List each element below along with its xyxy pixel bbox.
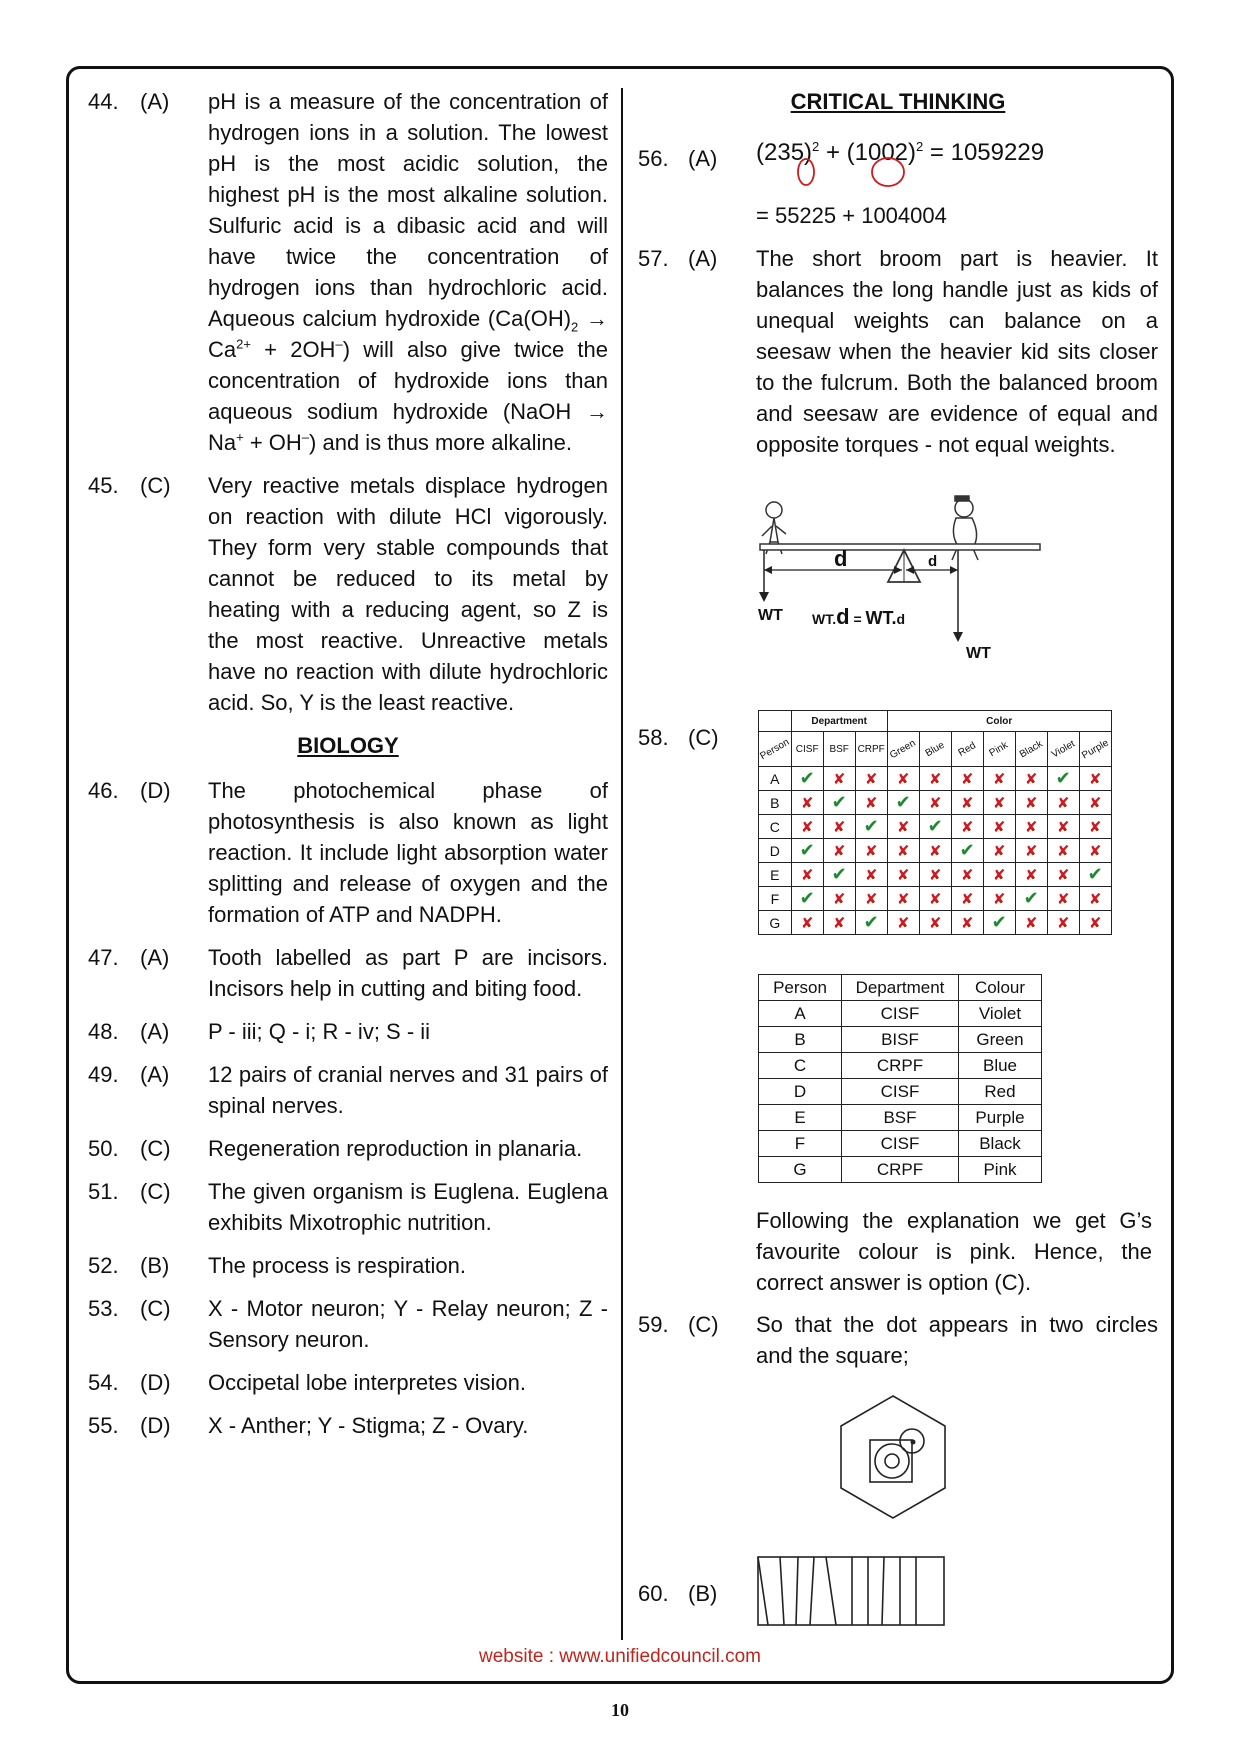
summary-cell: Black	[959, 1131, 1042, 1157]
grid-col-header: Green	[888, 737, 918, 761]
summary-cell: CISF	[842, 1001, 959, 1027]
left-column	[88, 86, 608, 1453]
summary-cell: Green	[959, 1027, 1042, 1053]
cross-icon: ✘	[823, 887, 855, 911]
cross-icon: ✘	[823, 767, 855, 791]
answer-49: 49. (A) 12 pairs of cranial nerves and 31 pairs of spinal nerves.	[88, 1062, 608, 1118]
cross-icon: ✘	[1015, 863, 1047, 887]
cross-icon: ✘	[1047, 887, 1079, 911]
tick-icon: ✔	[1079, 863, 1111, 887]
cross-icon: ✘	[983, 863, 1015, 887]
cross-icon: ✘	[855, 863, 887, 887]
summary-row	[759, 1079, 1042, 1105]
summary-cell: D	[759, 1079, 842, 1105]
summary-header-cell: Person	[759, 975, 842, 1001]
cross-icon: ✘	[1079, 887, 1111, 911]
summary-header-cell: Department	[842, 975, 959, 1001]
critical-thinking-heading: CRITICAL THINKING	[790, 89, 1006, 114]
cross-icon: ✘	[887, 911, 919, 935]
cross-icon: ✘	[919, 887, 951, 911]
cross-icon: ✘	[887, 767, 919, 791]
tick-icon: ✔	[1015, 887, 1047, 911]
answer-57: 57. (A) The short broom part is heavier. It balances the long handle just as kids of unequal weights can balance on a seesaw when the heavier kid sits closer to the fulcrum. Both the balanced broom and seesaw are evidence of equal and opposite torques - not equal weights.	[638, 246, 1158, 457]
tick-icon: ✔	[855, 911, 887, 935]
cross-icon: ✘	[1079, 839, 1111, 863]
cross-icon: ✘	[919, 791, 951, 815]
cross-icon: ✘	[951, 815, 983, 839]
summary-cell: Purple	[959, 1105, 1042, 1131]
grid-row	[759, 863, 1112, 887]
summary-header-cell: Colour	[959, 975, 1042, 1001]
cross-icon: ✘	[791, 815, 823, 839]
cross-icon: ✘	[951, 863, 983, 887]
summary-table	[758, 974, 1042, 1183]
answer-58: 58. (C)	[638, 725, 719, 750]
cross-icon: ✘	[1047, 911, 1079, 935]
cross-icon: ✘	[1079, 911, 1111, 935]
grid-person-cell: D	[759, 839, 792, 863]
answer-59: 59. (C) So that the dot appears in two circles and the square;	[638, 1312, 1158, 1368]
cross-icon: ✘	[887, 887, 919, 911]
circle-annotations	[790, 152, 930, 192]
summary-cell: BISF	[842, 1027, 959, 1053]
grid-group-department: Department	[791, 711, 887, 732]
grid-col-header: CISF	[795, 743, 819, 755]
grid-person-cell: A	[759, 767, 792, 791]
cross-icon: ✘	[951, 791, 983, 815]
cross-icon: ✘	[855, 839, 887, 863]
tick-icon: ✔	[823, 863, 855, 887]
cross-icon: ✘	[887, 839, 919, 863]
tick-icon: ✔	[855, 815, 887, 839]
cross-icon: ✘	[855, 887, 887, 911]
summary-cell: CISF	[842, 1079, 959, 1105]
grid-col-header: CRPF	[857, 743, 885, 755]
summary-row	[759, 1131, 1042, 1157]
answer-56-formula: $(235)^2 + (1002)^2 = 1059229$	[756, 139, 1045, 166]
grid-person-cell: F	[759, 887, 792, 911]
cross-icon: ✘	[983, 887, 1015, 911]
cross-icon: ✘	[823, 839, 855, 863]
cross-icon: ✘	[919, 767, 951, 791]
answer-44-text: pH is a measure of the concentration of hydrogen ions in a solution. The lowest pH is the most acidic solution, the highest pH is the most alkaline solution. Sulfuric acid is a dibasic acid and will have twice the concentration of hydrogen ions than hydrochloric acid. Aqueous calcium hydroxide $(Ca(OH)_2 \to Ca^{2+} + 2OH^-)$ will also give twice the concentration of hydroxide ions than aqueous sodium hydroxide (NaOH → Na+ + OH–) and is thus more alkaline.	[208, 89, 608, 455]
grid-col-header: Black	[1017, 738, 1045, 760]
grid-col-header: Violet	[1049, 738, 1077, 760]
answer-52: 52. (B) The process is respiration.	[88, 1253, 466, 1278]
page-number: 10	[611, 1700, 629, 1720]
right-column	[638, 86, 1158, 472]
cross-icon: ✘	[1047, 791, 1079, 815]
tick-icon: ✔	[823, 791, 855, 815]
grid-row	[759, 911, 1112, 935]
grid-person-cell: G	[759, 911, 792, 935]
answer-44: 44. (A) pH is a measure of the concentration of hydrogen ions in a solution. The lowest pH is the most acidic solution, the highest pH is the most alkaline solution. Sulfuric acid is a dibasic acid and will have twice the concentration of hydrogen ions than hydrochloric acid. Aqueous calcium hydroxide $(Ca(OH)_2 \to Ca^{2+} + 2OH^-)$ will also give twice the concentration of hydroxide ions than aqueous sodium hydroxide (NaOH → Na+ + OH–) and is thus more alkaline.	[88, 86, 608, 458]
tick-icon: ✔	[791, 887, 823, 911]
cross-icon: ✘	[951, 887, 983, 911]
summary-row	[759, 1157, 1042, 1183]
tick-icon: ✔	[919, 815, 951, 839]
cross-icon: ✘	[919, 839, 951, 863]
summary-cell: A	[759, 1001, 842, 1027]
summary-cell: B	[759, 1027, 842, 1053]
summary-row	[759, 1105, 1042, 1131]
grid-row	[759, 839, 1112, 863]
seesaw-plank	[760, 544, 1040, 550]
cross-icon: ✘	[791, 911, 823, 935]
tick-icon: ✔	[791, 767, 823, 791]
website-footer[interactable]: website : www.unifiedcouncil.com	[479, 1646, 761, 1667]
summary-row	[759, 1053, 1042, 1079]
cross-icon: ✘	[919, 863, 951, 887]
cross-icon: ✘	[1015, 839, 1047, 863]
grid-row	[759, 791, 1112, 815]
summary-cell: CISF	[842, 1131, 959, 1157]
distance-d-long: d	[834, 546, 848, 571]
torque-equation: WT.d = WT.d	[812, 604, 906, 629]
grid-col-header: BSF	[829, 743, 849, 755]
cross-icon: ✘	[1015, 767, 1047, 791]
summary-cell: Violet	[959, 1001, 1042, 1027]
column-divider	[621, 88, 623, 1640]
summary-cell: Red	[959, 1079, 1042, 1105]
hexagon-figure	[838, 1394, 948, 1520]
grid-person-cell: E	[759, 863, 792, 887]
cross-icon: ✘	[983, 839, 1015, 863]
biology-heading: BIOLOGY	[297, 733, 399, 758]
seesaw-diagram	[752, 490, 1052, 670]
grid-col-header: Blue	[923, 739, 947, 759]
answer-50: 50. (C) Regeneration reproduction in planaria.	[88, 1136, 583, 1161]
summary-cell: G	[759, 1157, 842, 1183]
answer-56: 56. (A) $(235)^2 + (1002)^2 = 1059229$	[638, 143, 1158, 174]
distance-d-short: d	[928, 553, 938, 570]
grid-row	[759, 767, 1112, 791]
cross-icon: ✘	[855, 791, 887, 815]
cross-icon: ✘	[823, 815, 855, 839]
summary-cell: Pink	[959, 1157, 1042, 1183]
cross-icon: ✘	[1079, 767, 1111, 791]
strips-figure	[756, 1555, 946, 1627]
answer-51: 51. (C) The given organism is Euglena. Euglena exhibits Mixotrophic nutrition.	[88, 1179, 608, 1235]
cross-icon: ✘	[1047, 815, 1079, 839]
cross-icon: ✘	[1015, 911, 1047, 935]
summary-cell: E	[759, 1105, 842, 1131]
grid-row	[759, 887, 1112, 911]
cross-icon: ✘	[887, 863, 919, 887]
answer-46: 46. (D) The photochemical phase of photosynthesis is also known as light reaction. It include light absorption water splitting and release of oxygen and the formation of ATP and NADPH.	[88, 778, 608, 927]
cross-icon: ✘	[887, 815, 919, 839]
cross-icon: ✘	[1079, 791, 1111, 815]
grid-person-cell: C	[759, 815, 792, 839]
tick-icon: ✔	[951, 839, 983, 863]
weight-label-left: WT	[758, 607, 783, 624]
grid-group-color: Color	[887, 711, 1111, 732]
elimination-grid	[758, 710, 1112, 935]
summary-cell: CRPF	[842, 1053, 959, 1079]
grid-row	[759, 815, 1112, 839]
grid-col-header: Red	[956, 739, 978, 759]
cross-icon: ✘	[1079, 815, 1111, 839]
weight-label-right: WT	[966, 645, 991, 662]
cross-icon: ✘	[983, 791, 1015, 815]
cross-icon: ✘	[951, 911, 983, 935]
cross-icon: ✘	[823, 911, 855, 935]
answer-45: 45. (C) Very reactive metals displace hydrogen on reaction with dilute HCl vigorously. They form very stable compounds that cannot be reduced to its metal by heating with a reducing agent, so Z is the most reactive. Unreactive metals have no reaction with dilute hydrochloric acid. So, Y is the least reactive.	[88, 473, 608, 715]
grid-corner	[759, 711, 792, 732]
cross-icon: ✘	[791, 863, 823, 887]
grid-col-header: Purple	[1079, 737, 1111, 761]
answer-55: 55. (D) X - Anther; Y - Stigma; Z - Ovary.	[88, 1413, 529, 1438]
grid-person-cell: B	[759, 791, 792, 815]
cross-icon: ✘	[919, 911, 951, 935]
cross-icon: ✘	[951, 767, 983, 791]
answer-60: 60. (B)	[638, 1581, 718, 1606]
answer-47: 47. (A) Tooth labelled as part P are incisors. Incisors help in cutting and biting food.	[88, 945, 608, 1001]
summary-header-row	[759, 975, 1042, 1001]
summary-row	[759, 1027, 1042, 1053]
summary-cell: F	[759, 1131, 842, 1157]
summary-row	[759, 1001, 1042, 1027]
answer-54: 54. (D) Occipetal lobe interpretes vision.	[88, 1370, 526, 1395]
summary-cell: CRPF	[842, 1157, 959, 1183]
cross-icon: ✘	[1015, 815, 1047, 839]
summary-cell: C	[759, 1053, 842, 1079]
tick-icon: ✔	[983, 911, 1015, 935]
cross-icon: ✘	[1015, 791, 1047, 815]
answer-58-conclusion: Following the explanation we get G’s favourite colour is pink. Hence, the correct answer is option (C).	[756, 1208, 1152, 1295]
summary-cell: Blue	[959, 1053, 1042, 1079]
answer-53: 53. (C) X - Motor neuron; Y - Relay neuron; Z - Sensory neuron.	[88, 1296, 608, 1352]
tick-icon: ✔	[887, 791, 919, 815]
summary-cell: BSF	[842, 1105, 959, 1131]
tick-icon: ✔	[791, 839, 823, 863]
cross-icon: ✘	[983, 815, 1015, 839]
cross-icon: ✘	[791, 791, 823, 815]
cross-icon: ✘	[855, 767, 887, 791]
cross-icon: ✘	[983, 767, 1015, 791]
tick-icon: ✔	[1047, 767, 1079, 791]
answer-48: 48. (A) P - iii; Q - i; R - iv; S - ii	[88, 1019, 431, 1044]
grid-col-header: Pink	[988, 739, 1011, 759]
cross-icon: ✘	[1047, 863, 1079, 887]
grid-person-header: Person	[758, 736, 792, 762]
cross-icon: ✘	[1047, 839, 1079, 863]
answer-56-line2: = 55225 + 1004004	[756, 203, 947, 228]
